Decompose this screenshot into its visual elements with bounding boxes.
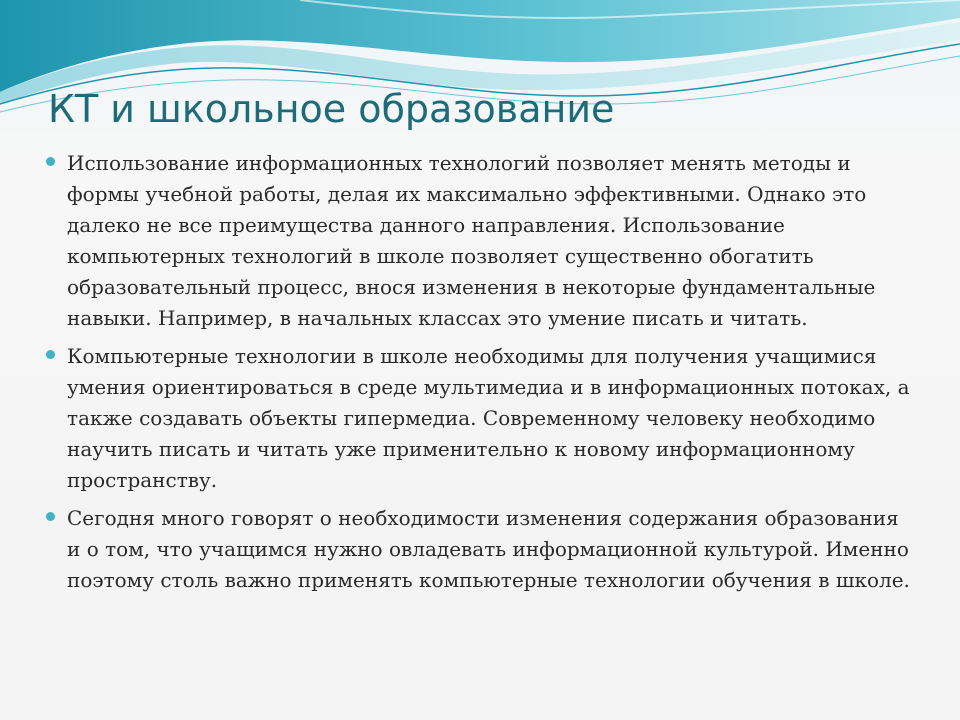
bullet-item-2 — [44, 341, 914, 496]
bullet-text-2: Компьютерные технологии в школе необходимы для получения учащимися умения ориентироваться в среде мультимедиа и в информационных потоках, а также создавать объекты гипермедиа. Современному человеку необходимо научить писать и читать уже применительно к новому информационному пространству. — [67, 344, 910, 492]
bullet-dot-icon — [46, 512, 55, 521]
bullet-text-3: Сегодня много говорят о необходимости изменения содержания образования и о том, что учащимся нужно овладевать информационной культурой. Именно поэтому столь важно применять компьютерные технологии обучения в школе. — [67, 506, 910, 592]
bullet-dot-icon — [46, 350, 55, 359]
bullet-list — [44, 148, 914, 603]
bullet-item-1 — [44, 148, 914, 334]
slide-title: КТ и школьное образование — [48, 87, 615, 131]
bullet-text-1: Использование информационных технологий позволяет менять методы и формы учебной работы, делая их максимально эффективными. Однако это далеко не все преимущества данного направления. Использование компьютерных технологий в школе позволяет существенно обогатить образовательный процесс, внося изменения в некоторые фундаментальные навыки. Например, в начальных классах это умение писать и читать. — [67, 151, 876, 330]
bullet-dot-icon — [46, 157, 55, 166]
bullet-item-3 — [44, 503, 914, 596]
